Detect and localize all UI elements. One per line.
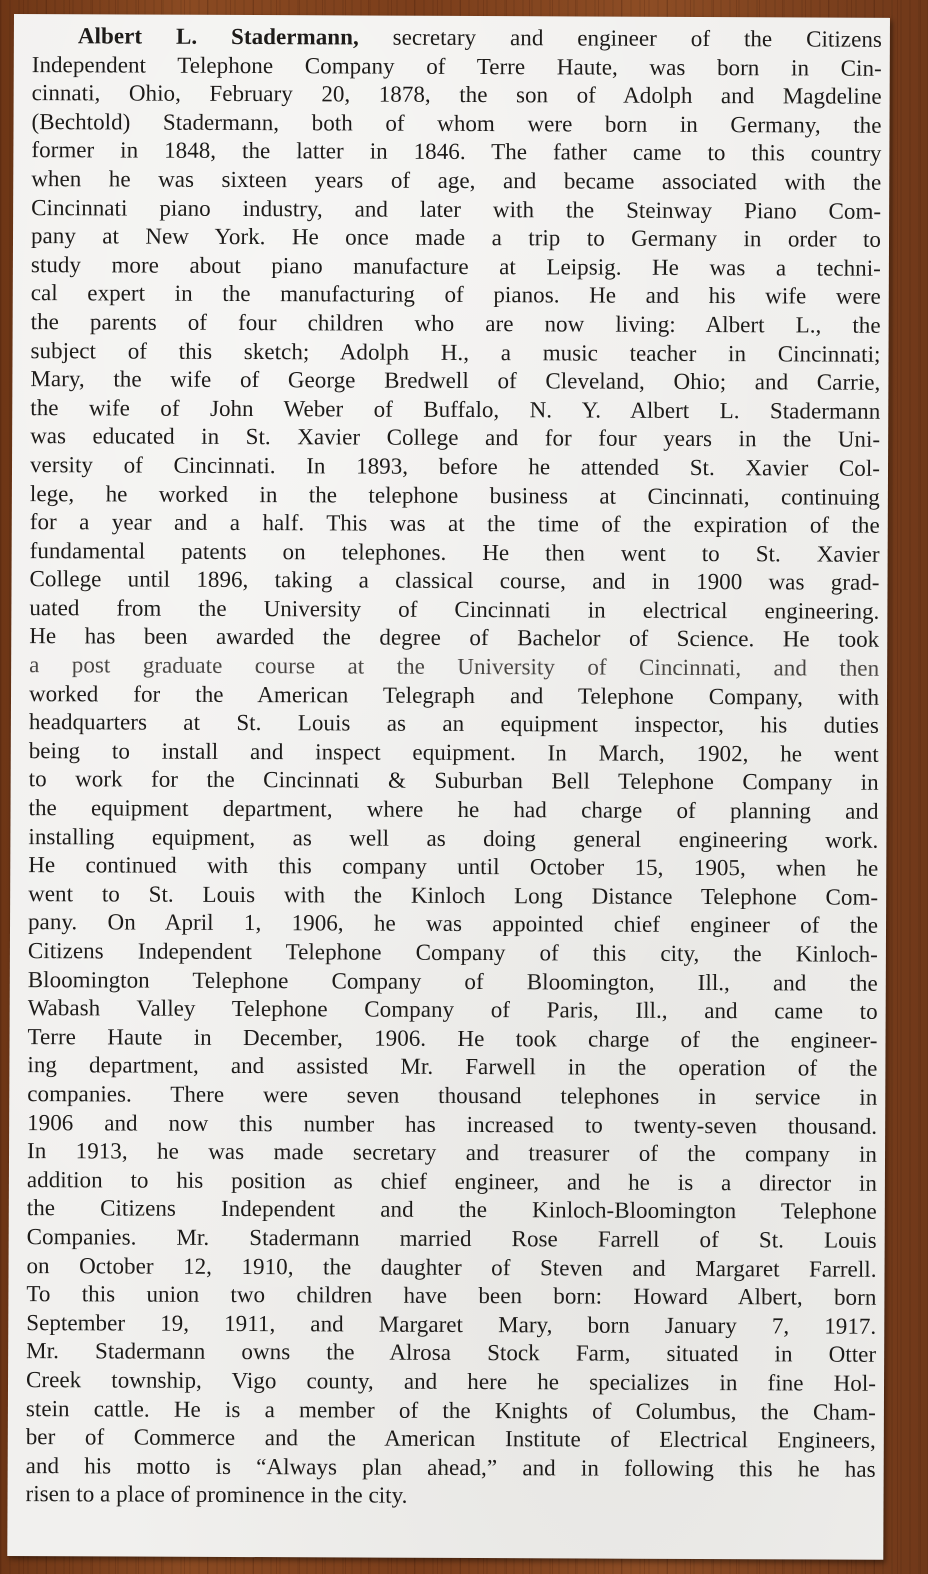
text-line: cal expert in the manufacturing of pianos. He and his wife were xyxy=(30,280,881,310)
text-line: Mary, the wife of George Bredwell of Cleveland, Ohio; and Carrie, xyxy=(30,366,881,395)
text-line: was educated in St. Xavier College and for four years in the Uni- xyxy=(30,423,881,453)
text-line: ber of Commerce and the American Institute of Electrical Engineers, xyxy=(25,1424,876,1453)
text-line: Creek township, Vigo county, and here he specializes in fine Hol- xyxy=(25,1366,877,1396)
text-line: Wabash Valley Telephone Company of Paris, Ill., and came to xyxy=(27,995,878,1024)
text-line: went to St. Louis with the Kinloch Long Distance Telephone Com- xyxy=(28,880,879,910)
text-line: headquarters at St. Louis as an equipment inspector, his duties xyxy=(28,709,879,739)
text-line: being to install and inspect equipment. In March, 1902, he went xyxy=(28,737,879,767)
text-line: Bloomington Telephone Company of Bloomington, Ill., and the xyxy=(27,966,878,996)
text-line: pany. On April 1, 1906, he was appointed chief engineer of the xyxy=(27,909,879,939)
text-line: fundamental patents on telephones. He then went to St. Xavier xyxy=(29,537,880,567)
newspaper-clipping xyxy=(7,14,890,1560)
text-line: cinnati, Ohio, February 20, 1878, the son of Adolph and Magdeline xyxy=(31,80,882,109)
text-line: a post graduate course at the University of Cincinnati, and then xyxy=(29,652,880,681)
text-line: the parents of four children who are now living: Albert L., the xyxy=(30,309,881,338)
text-line: pany at New York. He once made a trip to Germany in order to xyxy=(30,223,882,252)
text-line: versity of Cincinnati. In 1893, before he attended St. Xavier Col- xyxy=(29,451,881,481)
text-line: when he was sixteen years of age, and became associated with the xyxy=(31,166,882,195)
text-line: stein cattle. He is a member of the Knights of Columbus, the Cham- xyxy=(25,1395,876,1425)
text-line: the Citizens Independent and the Kinloch-Bloomington Telephone xyxy=(26,1195,877,1225)
text-line: Mr. Stadermann owns the Alrosa Stock Farm, situated in Otter xyxy=(26,1338,877,1368)
text-line: study more about piano manufacture at Leipsig. He was a techni- xyxy=(30,251,881,281)
text-line: installing equipment, as well as doing general engineering work. xyxy=(28,823,879,853)
text-line: ing department, and assisted Mr. Farwell in the operation of the xyxy=(27,1052,878,1082)
text-line: He continued with this company until October 15, 1905, when he xyxy=(28,852,879,881)
subject-name: Albert L. Stadermann, xyxy=(77,23,359,50)
text-line: College until 1896, taking a classical course, and in 1900 was grad- xyxy=(29,566,880,596)
text-line: addition to his position as chief engineer, and he is a director in xyxy=(26,1166,877,1196)
biography-text xyxy=(25,22,881,1513)
text-line: secretary and engineer of the Citizens xyxy=(358,24,882,52)
text-line: lege, he worked in the telephone business at Cincinnati, continuing xyxy=(29,480,880,510)
text-line: To this union two children have been born: Howard Albert, born xyxy=(26,1281,877,1310)
text-line: 1906 and now this number has increased to twenty-seven thousand. xyxy=(27,1109,878,1139)
text-line: to work for the Cincinnati & Suburban Bell Telephone Company in xyxy=(28,766,879,796)
text-line: on October 12, 1910, the daughter of Steven and Margaret Farrell. xyxy=(26,1252,877,1282)
text-line: former in 1848, the latter in 1846. The father came to this country xyxy=(31,137,882,167)
text-line: for a year and a half. This was at the time of the expiration of the xyxy=(29,509,880,538)
text-line: September 19, 1911, and Margaret Mary, born January 7, 1917. xyxy=(26,1309,877,1339)
text-line: In 1913, he was made secretary and treasurer of the company in xyxy=(26,1138,878,1167)
text-line: worked for the American Telegraph and Telephone Company, with xyxy=(28,680,880,710)
text-line-first xyxy=(32,22,882,54)
text-line: and his motto is “Always plan ahead,” and in following this he has xyxy=(25,1452,876,1482)
text-line: (Bechtold) Stadermann, both of whom were born in Germany, the xyxy=(31,108,882,138)
text-line: He has been awarded the degree of Bachelor of Science. He took xyxy=(29,623,880,653)
text-line: Companies. Mr. Stadermann married Rose Farrell of St. Louis xyxy=(26,1224,877,1253)
text-line: uated from the University of Cincinnati in electrical engineering. xyxy=(29,594,880,624)
text-line: the equipment department, where he had charge of planning and xyxy=(28,795,879,824)
text-line: the wife of John Weber of Buffalo, N. Y. Albert L. Stadermann xyxy=(30,394,881,424)
text-line: Citizens Independent Telephone Company of this city, the Kinloch- xyxy=(27,938,878,967)
text-line: companies. There were seven thousand telephones in service in xyxy=(27,1081,878,1110)
text-line: Terre Haute in December, 1906. He took charge of the engineer- xyxy=(27,1023,878,1053)
text-line: subject of this sketch; Adolph H., a music teacher in Cincinnati; xyxy=(30,337,881,367)
text-line: Independent Telephone Company of Terre Haute, was born in Cin- xyxy=(31,51,882,81)
text-line: Cincinnati piano industry, and later with the Steinway Piano Com- xyxy=(31,194,882,224)
text-line-last: risen to a place of prominence in the city. xyxy=(25,1481,408,1509)
